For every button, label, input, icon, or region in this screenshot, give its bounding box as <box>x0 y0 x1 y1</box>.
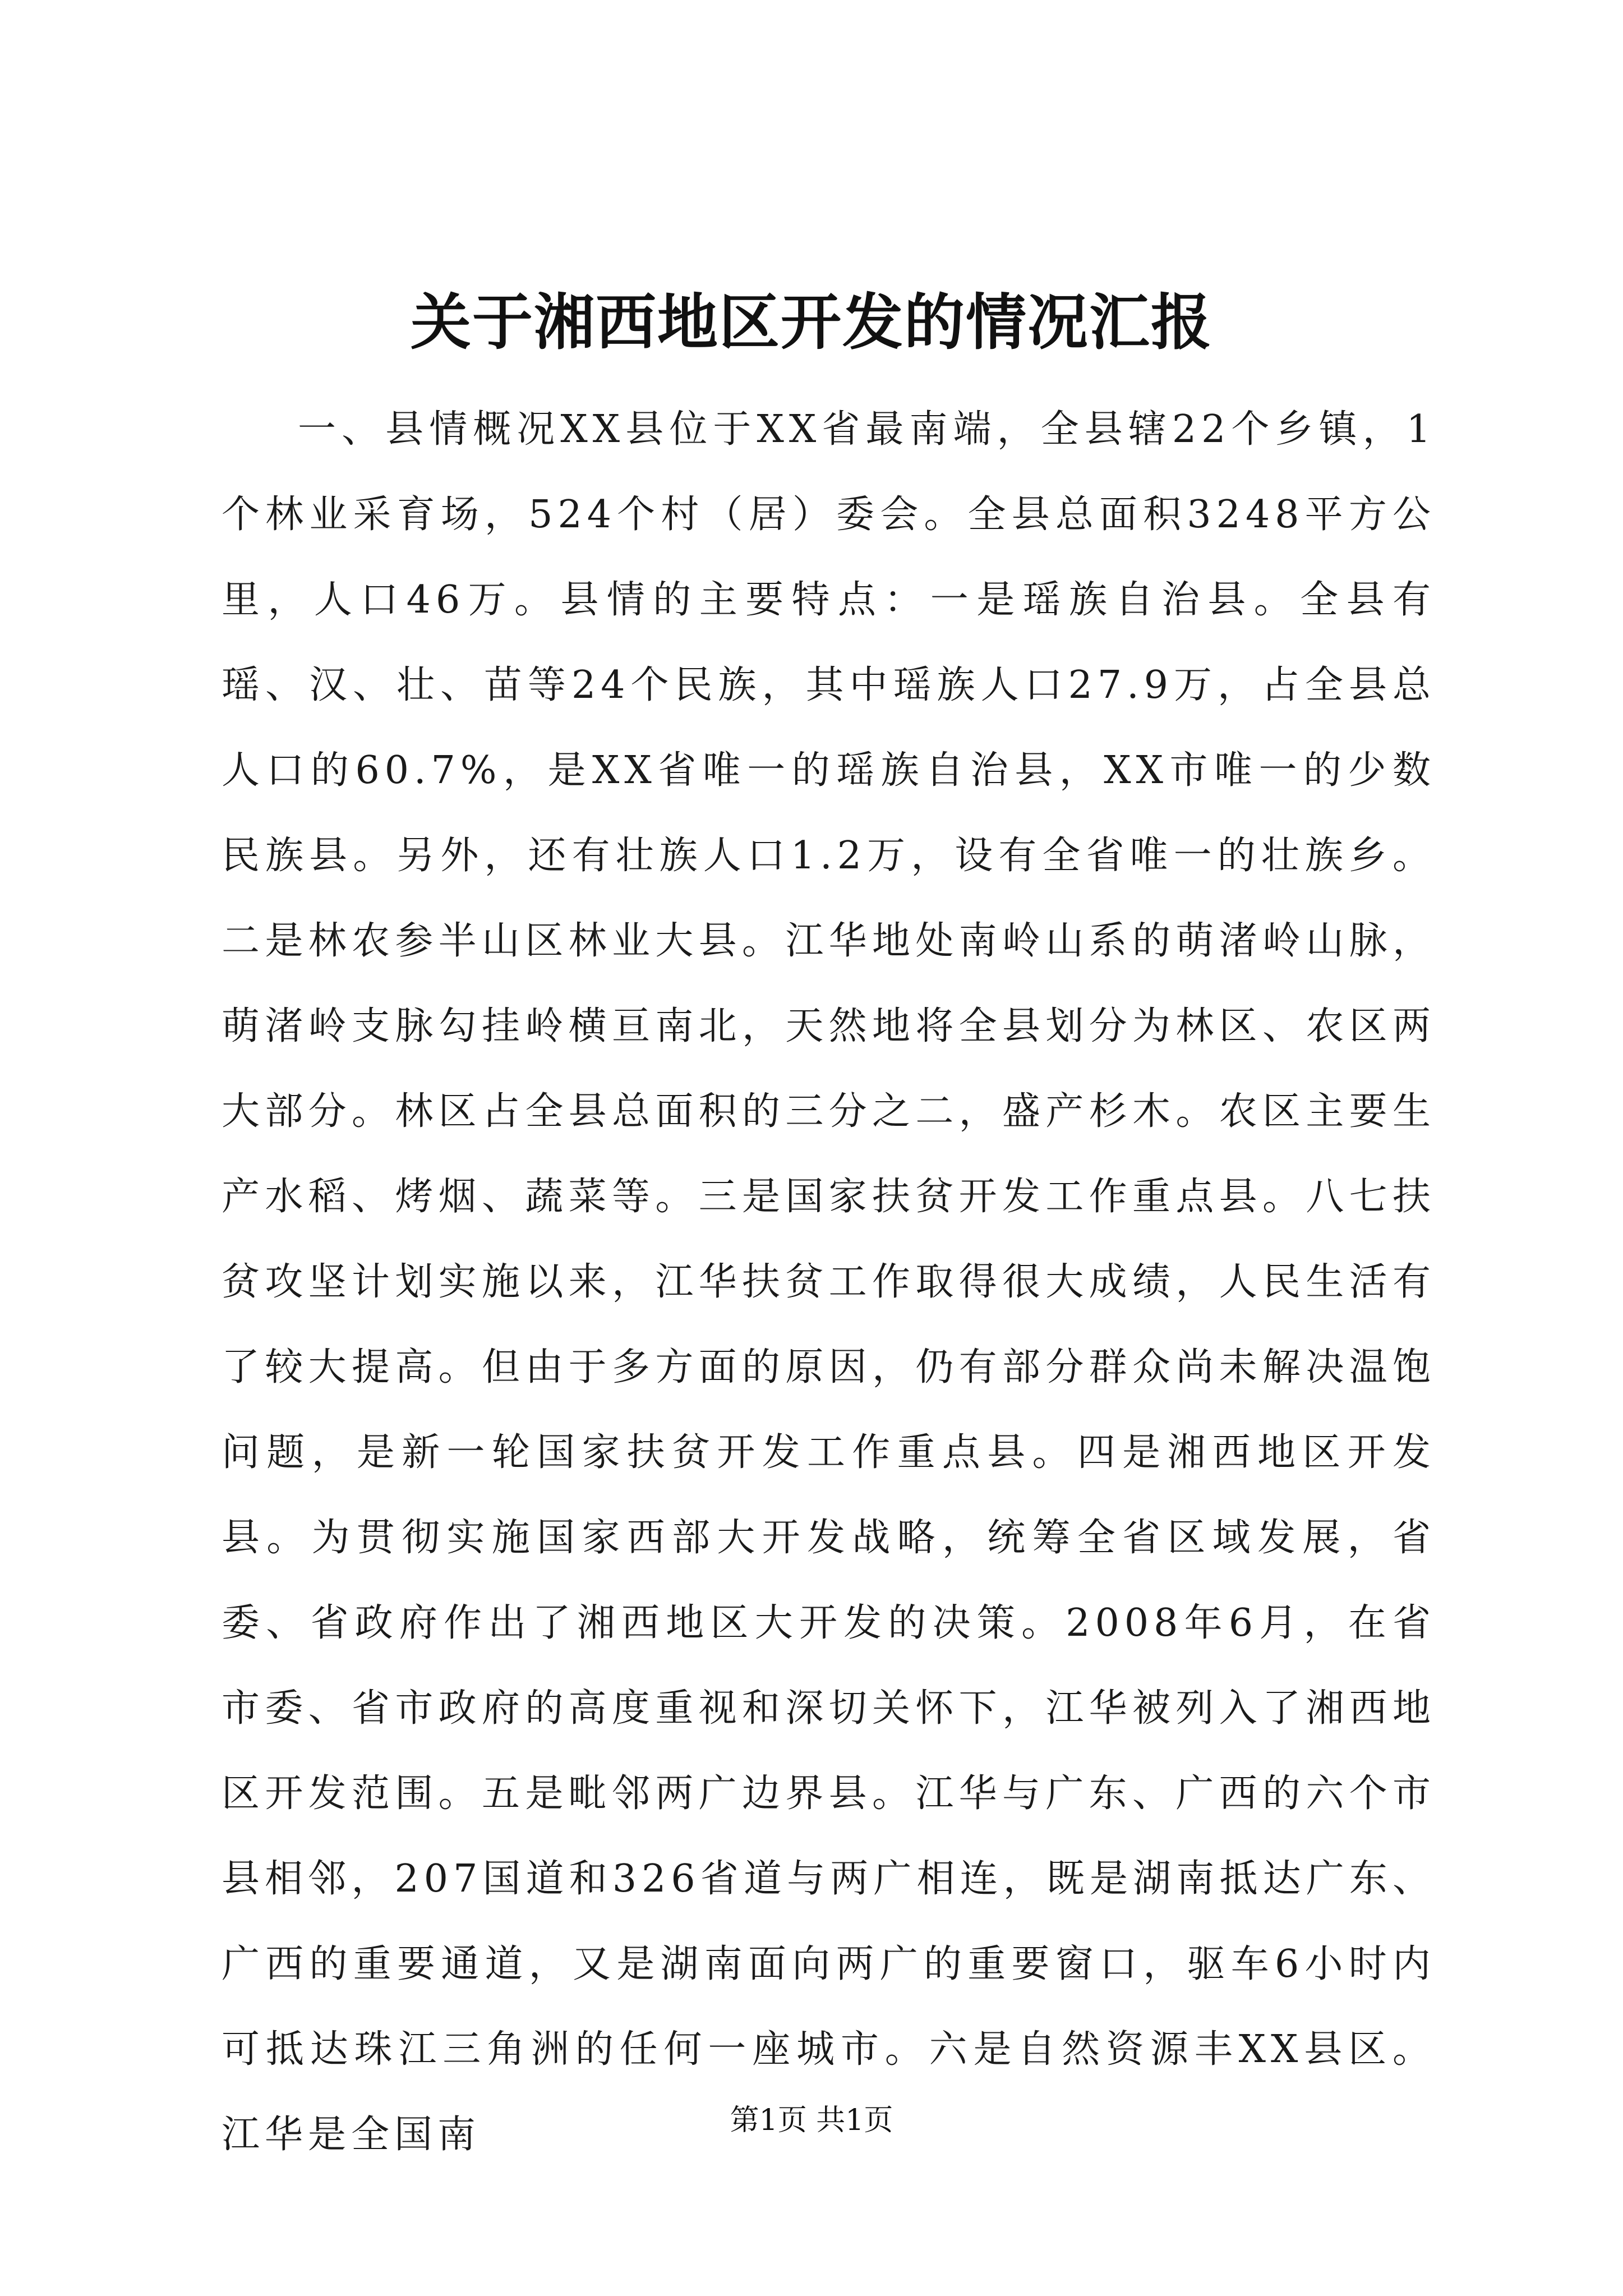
document-body-paragraph: 一、县情概况XX县位于XX省最南端，全县辖22个乡镇，1个林业采育场，524个村（居）委会。全县总面积3248平方公里，人口46万。县情的主要特点：一是瑶族自治县。全县有瑶、汉、壮、苗等24个民族，其中瑶族人口27.9万，占全县总人口的60.7%，是XX省唯一的瑶族自治县，XX市唯一的少数民族县。另外，还有壮族人口1.2万，设有全省唯一的壮族乡。二是林农参半山区林业大县。江华地处南岭山系的萌渚岭山脉，萌渚岭支脉勾挂岭横亘南北，天然地将全县划分为林区、农区两大部分。林区占全县总面积的三分之二，盛产杉木。农区主要生产水稻、烤烟、蔬菜等。三是国家扶贫开发工作重点县。八七扶贫攻坚计划实施以来，江华扶贫工作取得很大成绩，人民生活有了较大提高。但由于多方面的原因，仍有部分群众尚未解决温饱问题，是新一轮国家扶贫开发工作重点县。四是湘西地区开发县。为贯彻实施国家西部大开发战略，统筹全省区域发展，省委、省政府作出了湘西地区大开发的决策。2008年6月，在省市委、省市政府的高度重视和深切关怀下，江华被列入了湘西地区开发范围。五是毗邻两广边界县。江华与广东、广西的六个市县相邻，207国道和326省道与两广相连，既是湖南抵达广东、广西的重要通道，又是湖南面向两广的重要窗口，驱车6小时内可抵达珠江三角洲的任何一座城市。六是自然资源丰XX县区。江华是全国南 <box>222 407 1436 2157</box>
page-number-footer: 第1页 共1页 <box>730 2104 893 2137</box>
document-title: 关于湘西地区开发的情况汇报 <box>410 287 1212 358</box>
